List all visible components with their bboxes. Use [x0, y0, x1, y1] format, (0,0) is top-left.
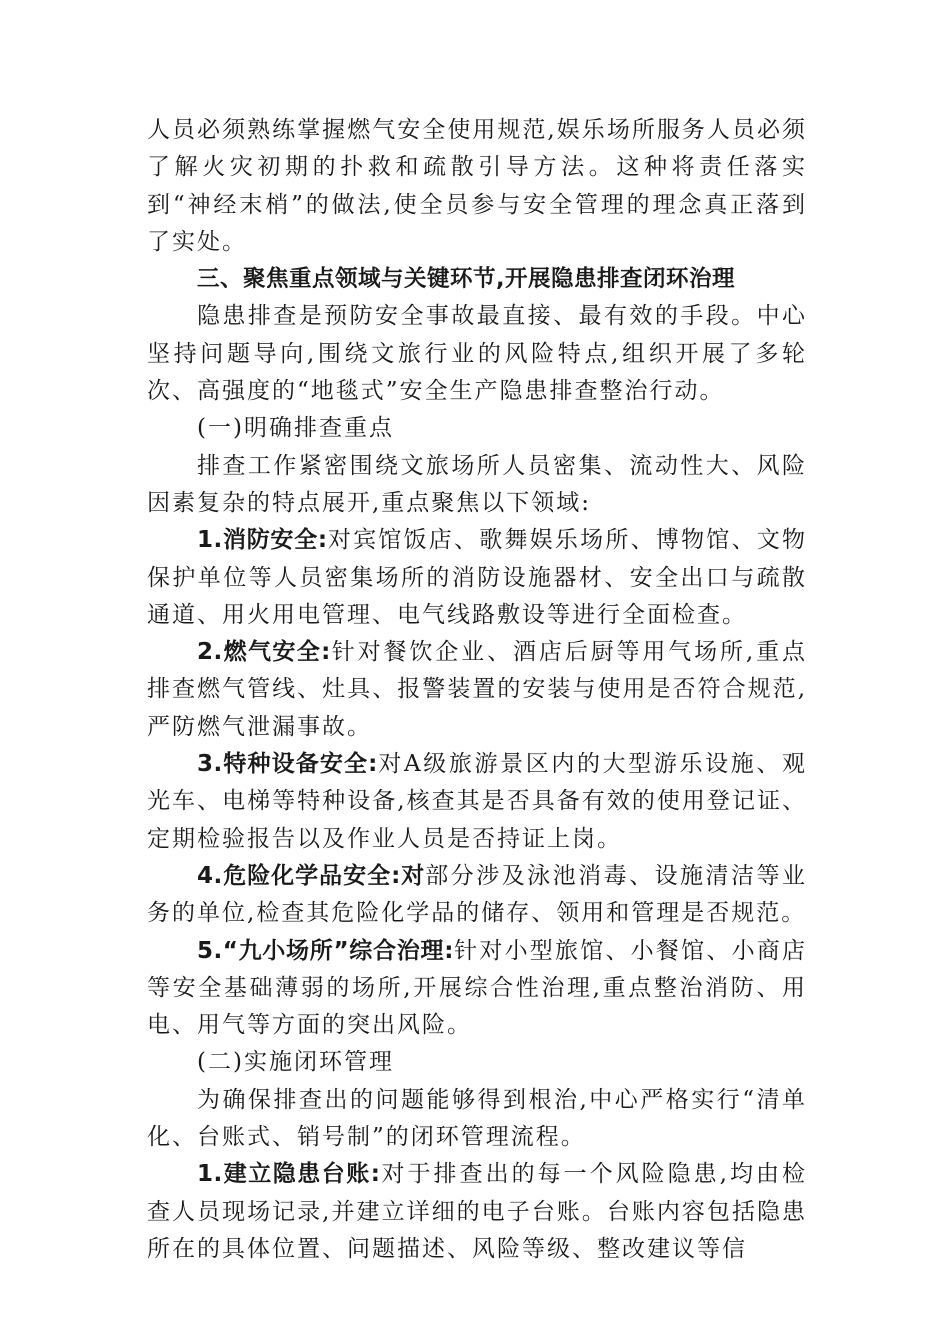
list-item-lead: 1.消防安全:: [197, 527, 328, 554]
subsection-2-heading: (二)实施闭环管理: [197, 1049, 394, 1076]
list-item-lead: 5.“九小场所”综合治理:: [197, 937, 454, 964]
list-item-text: 针对小型旅馆、小餐馆、小商店等安全基础薄弱的场所,开展综合性治理,重点整治消防、用电、用气等方面的突出风险。: [147, 937, 808, 1039]
list-item-fire-safety: [147, 522, 807, 634]
list-item-text: 对于排查出的每一个风险隐患,均由检查人员现场记录,并建立详细的电子台账。台账内容包括隐患所在的具体位置、问题描述、风险等级、整改建议等信: [147, 1161, 807, 1262]
section-3-intro-paragraph: 隐患排查是预防安全事故最直接、最有效的手段。中心坚持问题导向,围绕文旅行业的风险特点,组织开展了多轮次、高强度的“地毯式”安全生产隐患排查整治行动。: [147, 303, 807, 405]
list-item-lead: 2.燃气安全:: [197, 639, 331, 666]
list-item-text: 针对餐饮企业、酒店后厨等用气场所,重点排查燃气管线、灶具、报警装置的安装与使用是否符合规范,严防燃气泄漏事故。: [147, 639, 807, 740]
list-item-hazardous-chemicals: [147, 858, 807, 933]
list-item-special-equipment: [147, 746, 807, 858]
list-item-text: 对宾馆饭店、歌舞娱乐场所、博物馆、文物保护单位等人员密集场所的消防设施器材、安全出口与疏散通道、用火用电管理、电气线路敷设等进行全面检查。: [147, 527, 808, 628]
list-item-text: 部分涉及泳池消毒、设施清洁等业务的单位,检查其危险化学品的储存、领用和管理是否规范。: [147, 862, 807, 927]
list-item-lead: 3.特种设备安全:: [197, 751, 378, 778]
list-item-text: 对A级旅游景区内的大型游乐设施、观光车、电梯等特种设备,核查其是否具备有效的使用登记证、定期检验报告以及作业人员是否持证上岗。: [147, 751, 807, 852]
document-page: [147, 112, 807, 1268]
list-item-gas-safety: [147, 634, 807, 746]
subsection-1-intro-paragraph: 排查工作紧密围绕文旅场所人员密集、流动性大、风险因素复杂的特点展开,重点聚焦以下领域:: [147, 452, 807, 516]
subsection-2-intro-paragraph: 为确保排查出的问题能够得到根治,中心严格实行“清单化、台账式、销号制”的闭环管理流程。: [147, 1086, 807, 1151]
list-item-lead: 1.建立隐患台账:: [197, 1161, 381, 1188]
section-3-heading: 三、聚焦重点领域与关键环节,开展隐患排查闭环治理: [197, 266, 736, 293]
list-item-nine-small-venues: [147, 933, 807, 1045]
subsection-1-heading: (一)明确排查重点: [197, 415, 394, 442]
list-item-lead: 4.危险化学品安全:对: [197, 862, 426, 889]
intro-continuation-paragraph: 人员必须熟练掌握燃气安全使用规范,娱乐场所服务人员必须了解火灾初期的扑救和疏散引导方法。这种将责任落实到“神经末梢”的做法,使全员参与安全管理的理念真正落到了实处。: [147, 117, 807, 255]
list-item-hazard-ledger: [147, 1156, 807, 1268]
